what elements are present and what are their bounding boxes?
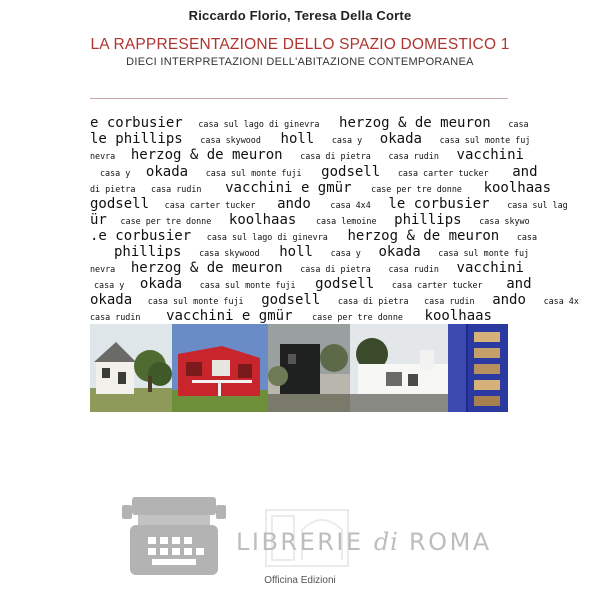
word: case per tre donne: [312, 312, 403, 322]
word: herzog & de meuron: [347, 228, 500, 244]
word: phillips: [394, 212, 462, 228]
word: casa rudin: [388, 264, 439, 274]
word: casa lemoine: [315, 216, 377, 226]
word: casa sul monte fuji: [199, 280, 296, 290]
word: godsell: [90, 196, 150, 212]
word: godsell: [261, 292, 321, 308]
brand-word-librerie: LIBRERIE: [236, 528, 364, 556]
word: casa sul monte fuj: [439, 135, 531, 145]
word: phillips: [114, 244, 182, 260]
word: and: [512, 164, 538, 180]
word: herzog & de meuron: [130, 147, 283, 163]
word: ando: [492, 292, 526, 308]
word: casa rudin: [424, 296, 475, 306]
word: godsell: [321, 164, 381, 180]
word: holl: [279, 244, 313, 260]
word: ando: [277, 196, 311, 212]
word: casa di pietra: [300, 151, 371, 161]
word: le corbusier: [388, 196, 490, 212]
word: casa y: [331, 135, 363, 145]
word: casa 4x: [543, 296, 579, 306]
word: case per tre donne: [371, 184, 462, 194]
word: le phillips: [90, 131, 183, 147]
word: vacchini: [456, 260, 524, 276]
word: koolhaas: [228, 212, 297, 228]
word: vacchini e gmür: [225, 180, 352, 196]
word: okada: [90, 292, 133, 308]
word: casa: [508, 119, 529, 129]
word: casa: [516, 232, 537, 242]
word: herzog & de meuron: [130, 260, 283, 276]
house-photo-white-cottage: [90, 324, 172, 412]
word: casa di pietra: [300, 264, 371, 274]
bookstore-brand: [236, 528, 492, 556]
word: godsell: [315, 276, 375, 292]
word: casa sul monte fuji: [205, 168, 302, 178]
word: casa y: [330, 248, 361, 258]
word: casa di pietra: [337, 296, 409, 306]
word: casa rudin: [151, 184, 202, 194]
book-subtitle: DIECI INTERPRETAZIONI DELL'ABITAZIONE CONTEMPORANEA: [126, 56, 474, 68]
word: okada: [378, 244, 421, 260]
word: casa 4x4: [330, 200, 371, 210]
word: herzog & de meuron: [339, 115, 491, 131]
house-photo-glass-tower: [448, 324, 508, 412]
house-photo-dark-block: [268, 324, 350, 412]
house-photo-white-villa: [350, 324, 448, 412]
word: okada: [379, 131, 422, 147]
divider: [90, 98, 508, 99]
word: vacchini: [456, 147, 524, 163]
book-title: LA RAPPRESENTAZIONE DELLO SPAZIO DOMESTICO 1: [90, 36, 510, 53]
brand-word-roma: ROMA: [409, 528, 492, 556]
word: .e corbusier: [90, 228, 192, 244]
word: casa carter tucker: [164, 200, 256, 210]
brand-word-di: di: [373, 528, 399, 556]
typewriter-logo-icon: [122, 495, 226, 577]
word: casa rudin: [388, 151, 439, 161]
publisher: Officina Edizioni: [264, 575, 336, 586]
word: koolhaas: [483, 180, 552, 196]
word: ür: [90, 212, 107, 228]
architect-word-cloud: [90, 110, 579, 324]
word: casa y: [94, 280, 125, 290]
word: di pietra: [90, 184, 136, 194]
word: nevra: [90, 151, 116, 161]
word: nevra: [90, 264, 116, 274]
word: casa sul monte fuji: [147, 296, 244, 306]
word: case per tre donne: [120, 216, 212, 226]
word: casa skywood: [199, 248, 260, 258]
word: casa sul lag: [507, 200, 568, 210]
word: casa y: [100, 168, 131, 178]
authors: Riccardo Florio, Teresa Della Corte: [188, 8, 412, 23]
word: okada: [139, 276, 183, 292]
word: vacchini e gmür: [166, 308, 293, 324]
word: casa skywood: [200, 135, 261, 145]
word: e corbusier: [90, 115, 183, 131]
word: casa carter tucker: [391, 280, 483, 290]
house-photo-strip: [90, 324, 508, 412]
word: koolhaas: [424, 308, 492, 324]
word: casa sul lago di ginevra: [206, 232, 328, 242]
word: casa skywo: [479, 216, 530, 226]
word: casa carter tucker: [397, 168, 489, 178]
word-line: [90, 305, 492, 324]
word: casa sul lago di ginevra: [198, 119, 320, 129]
word: holl: [280, 131, 315, 147]
word: casa rudin: [90, 312, 141, 322]
word: okada: [145, 164, 189, 180]
house-photo-red-house: [172, 324, 268, 412]
word: and: [506, 276, 532, 292]
word: casa sul monte fuj: [438, 248, 530, 258]
